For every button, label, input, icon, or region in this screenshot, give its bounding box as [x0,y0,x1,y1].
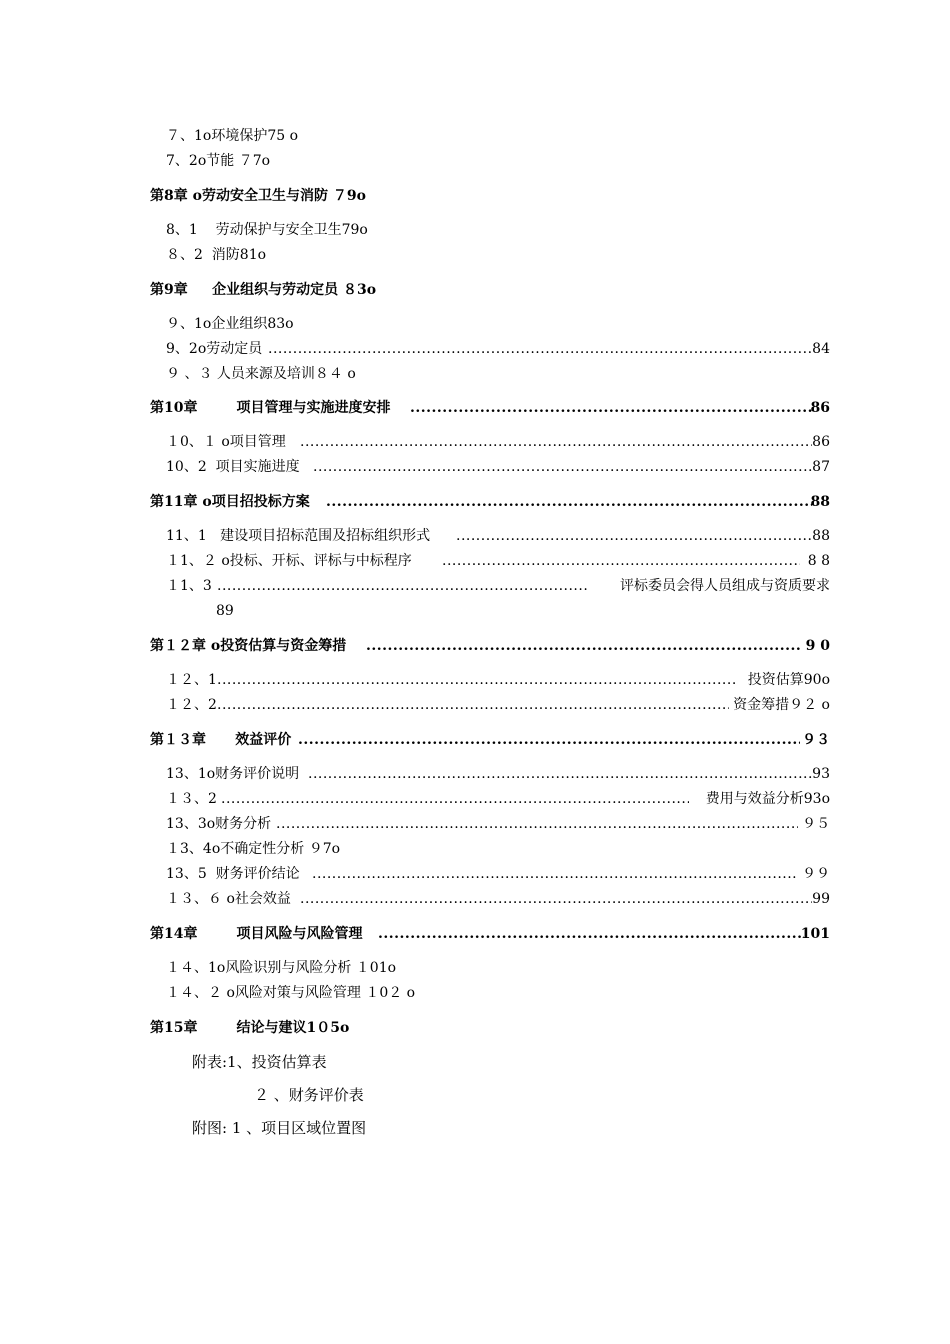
toc-leader [378,924,804,944]
toc-entry-text: １３、2 [166,791,217,807]
toc-entry-text: 8、1 劳动保护与安全卫生79o [166,222,368,238]
toc-leader [217,576,589,596]
toc-entry-text: １0、１ o项目管理 [166,434,286,450]
toc-leader [326,492,812,512]
toc-page-number: ９５ [802,816,830,832]
annex-tables-text: ２ 、财务评价表 [254,1086,364,1104]
toc-entry-title: 评标委员会得人员组成与资质要求 [620,578,830,594]
toc-page-number: 93 [812,766,830,782]
toc-leader [312,864,796,884]
annex-tables-text: 附表:1、投资估算表 [192,1053,327,1071]
toc-entry-text: 9、2o劳动定员 [166,341,263,357]
toc-entry-text: 11、1 建设项目招标范围及招标组织形式 [166,528,431,544]
toc-leader [268,339,812,359]
toc-leader [217,695,729,715]
toc-leader [221,789,689,809]
toc-entry-text: 10、2 项目实施进度 [166,459,300,475]
toc-leader [456,526,812,546]
toc-leader [313,457,812,477]
toc-chapter-text: 第10章 项目管理与实施进度安排 [150,400,391,416]
toc-chapter-text: 第１３章 效益评价 [150,732,292,748]
toc-chapter-text: 第8章 o劳动安全卫生与消防 ７9o [150,188,366,204]
toc-leader [366,636,800,656]
toc-page-number: 87 [812,459,830,475]
toc-entry-text: ８、2 消防81o [166,247,267,263]
toc-entry-text: １４、1o风险识别与风险分析 １01o [166,960,397,976]
toc-entry-text: 13、5 财务评价结论 [166,866,300,882]
toc-page-number: 89 [216,603,234,619]
toc-page-number: ９３ [802,732,830,748]
toc-entry-text: 13、3o财务分析 [166,816,272,832]
toc-entry-text: １２、1 [166,672,217,688]
toc-page-number: 84 [812,341,830,357]
toc-chapter-text: 第14章 项目风险与风险管理 [150,926,363,942]
toc-entry-text: １３、６ o社会效益 [166,891,291,907]
toc-entry-text: １1、3 [166,578,212,594]
toc-entry-text: ７、1o环境保护75 o [166,128,299,144]
toc-page-number: 8 8 [807,553,830,569]
toc-leader [308,764,812,784]
toc-page-number: 86 [812,434,830,450]
toc-entry-text: 13、1o财务评价说明 [166,766,300,782]
annex-figures-text: 附图: 1 、项目区域位置图 [192,1119,367,1137]
toc-leader [410,398,812,418]
toc-chapter-text: 第11章 o项目招投标方案 [150,494,310,510]
toc-entry-text: 7、2o节能 ７7o [166,153,271,169]
toc-entry-title: 资金筹措９２ o [733,697,830,713]
toc-leader [442,551,800,571]
toc-entry-title: 费用与效益分析93o [705,791,830,807]
toc-page-number: 9 0 [805,638,830,654]
toc-page-number: 101 [800,926,830,942]
toc-entry-text: １４、２ o风险对策与风险管理 １0２ o [166,985,416,1001]
toc-entry-text: ９ 、３ 人员来源及培训８４ o [166,366,356,382]
toc-entry-text: １3、4o不确定性分析 ９7o [166,841,341,857]
toc-entry-text: １２、2 [166,697,217,713]
toc-page-number: 88 [812,528,830,544]
toc-chapter-text: 第１２章 o投资估算与资金筹措 [150,638,347,654]
toc-leader [298,730,800,750]
toc-chapter-text: 第9章 企业组织与劳动定员 ８3o [150,282,377,298]
toc-leader [276,814,798,834]
toc-entry-text: ９、1o企业组织83o [166,316,294,332]
toc-page-number: 99 [812,891,830,907]
toc-leader [300,432,812,452]
toc-leader [300,889,812,909]
toc-entry-text: １1、２ o投标、开标、评标与中标程序 [166,553,412,569]
toc-entry-title: 投资估算90o [747,672,830,688]
toc-page-number: ９９ [802,866,830,882]
toc-page-number: 88 [810,494,830,510]
toc-page-number: 86 [810,400,830,416]
toc-leader [217,670,737,690]
toc-chapter-text: 第15章 结论与建议1０5o [150,1020,350,1036]
